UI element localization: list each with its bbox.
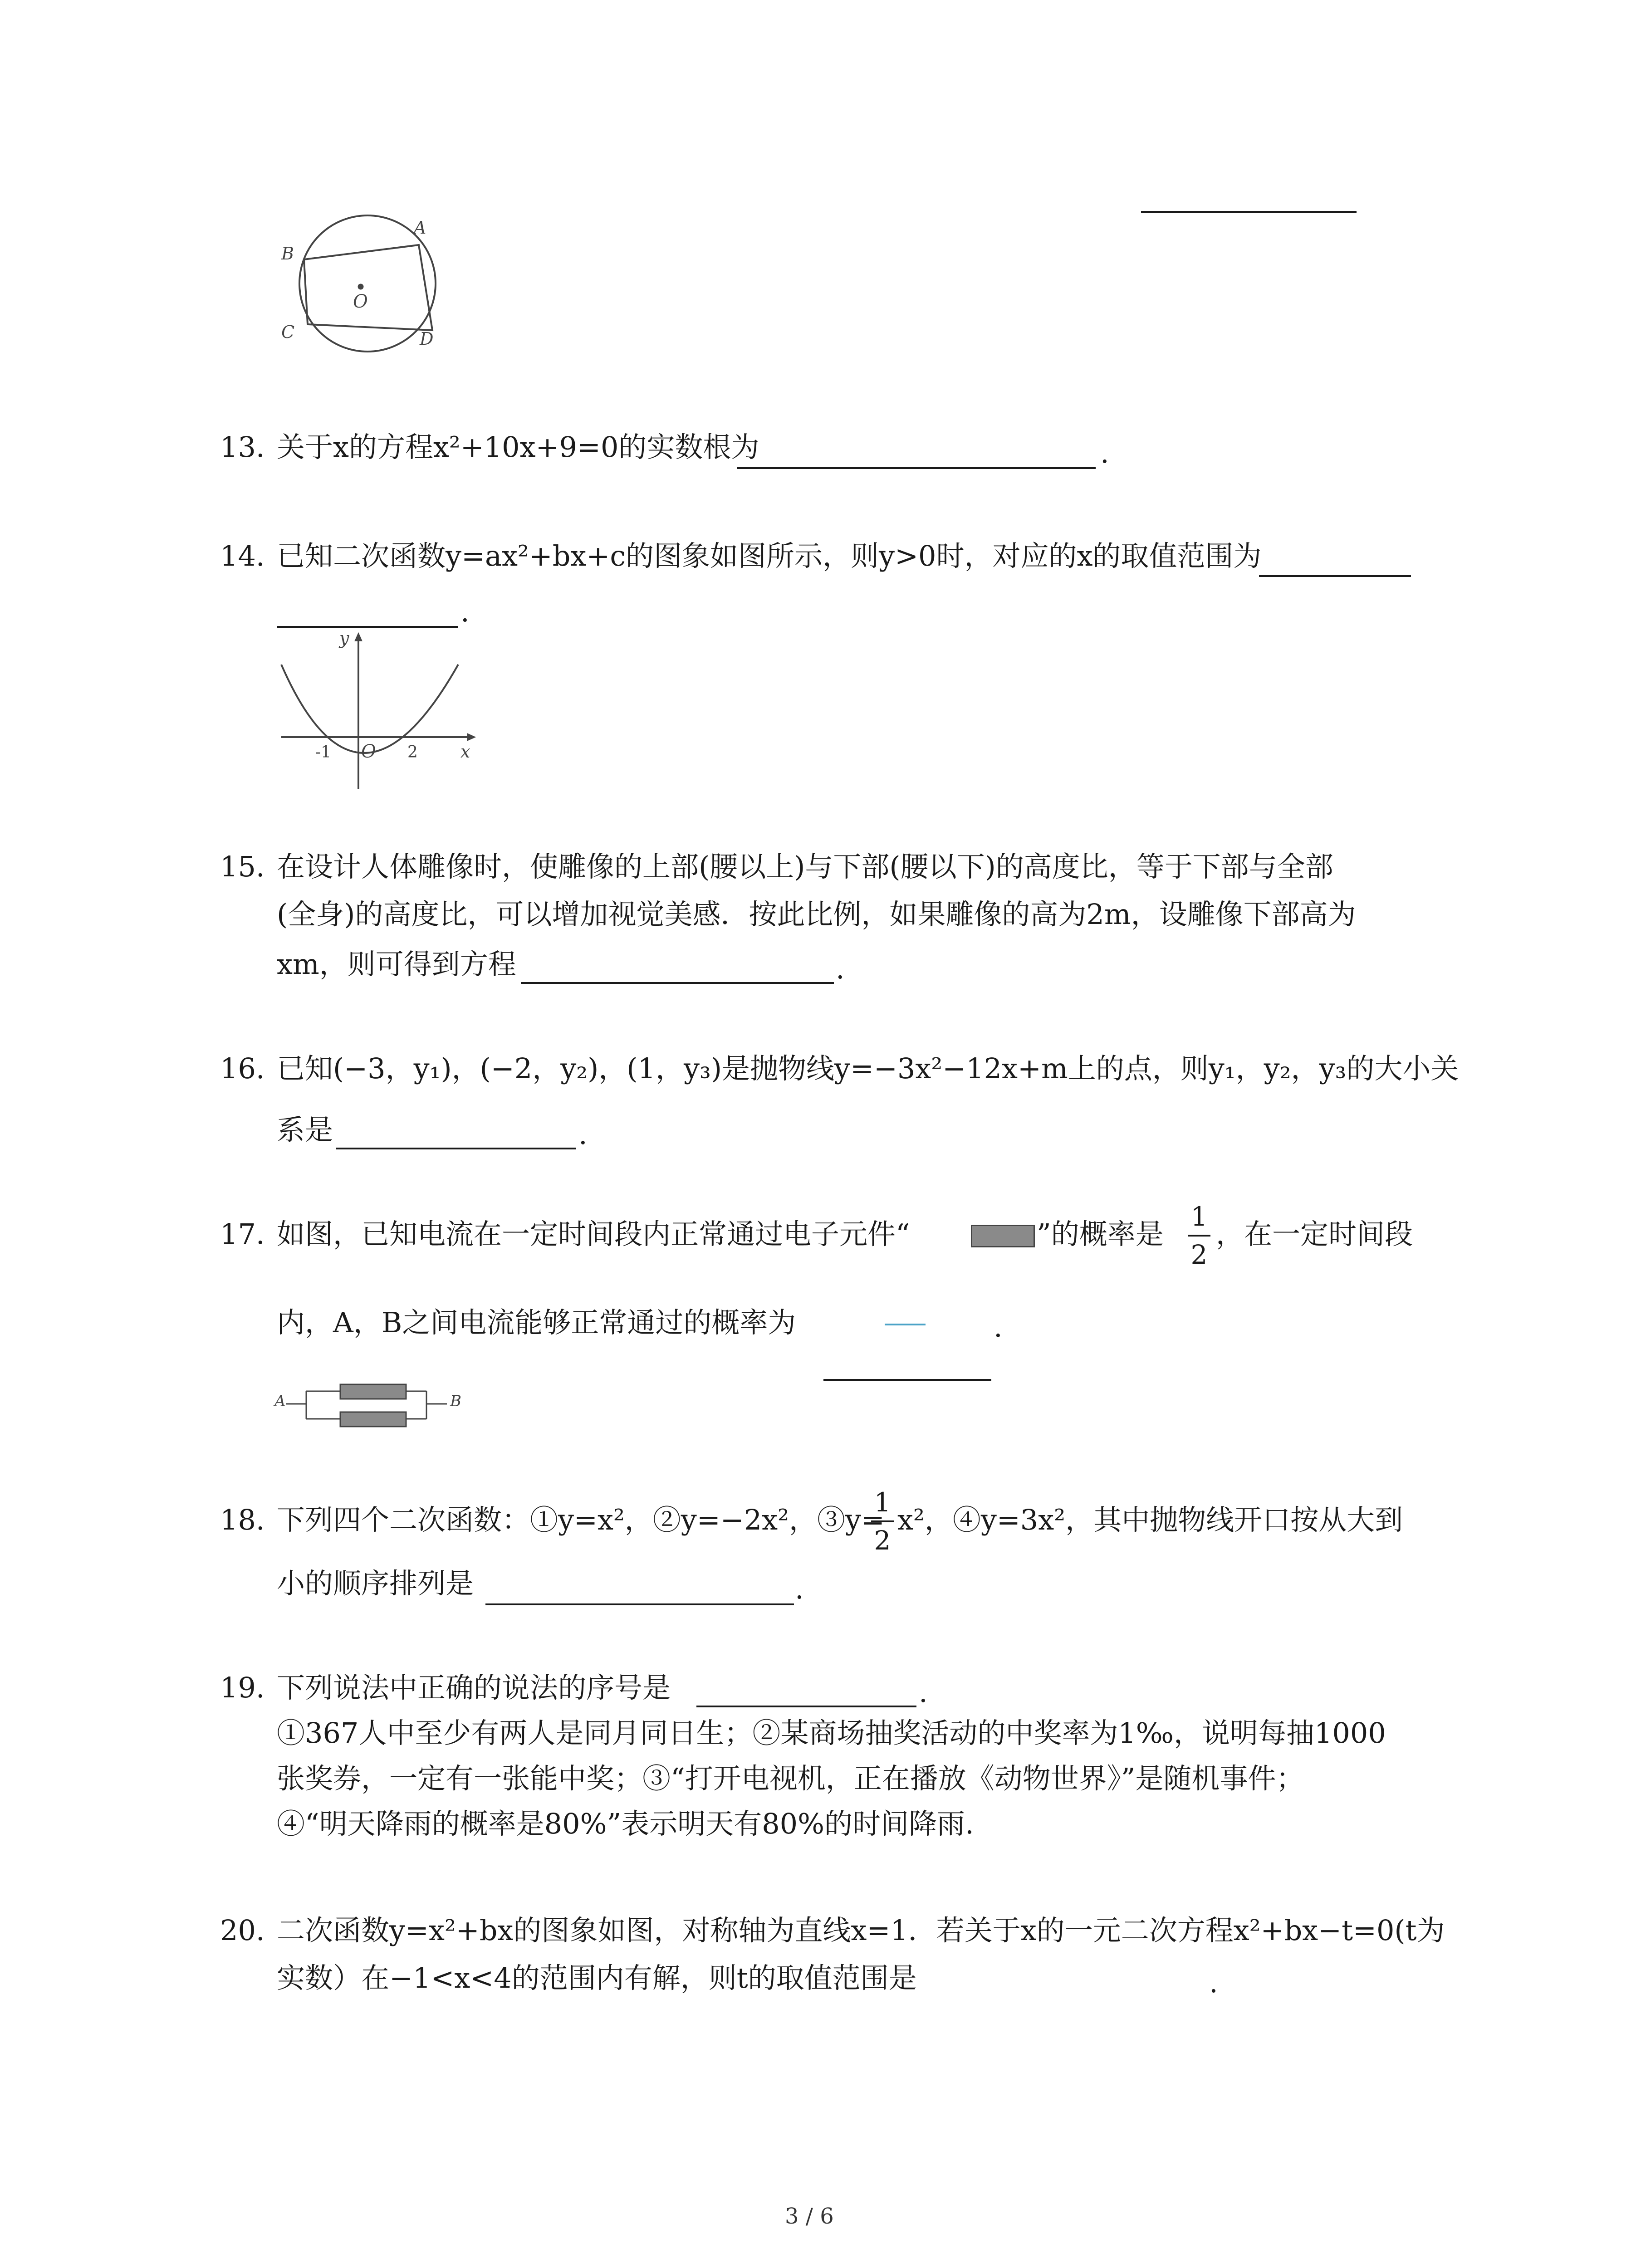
q12-answer-blank: [1141, 211, 1357, 213]
point-c-label: C: [281, 322, 295, 342]
q16-answer-blank: [336, 1148, 576, 1149]
q17-line1-b: ”的概率是: [1037, 1217, 1164, 1251]
q17-answer-blank: [823, 1379, 991, 1381]
point-d-label: D: [420, 329, 434, 349]
q18-fraction-numerator: 1: [874, 1487, 891, 1518]
q14-text: 已知二次函数y=ax²+bx+c的图象如图所示，则y>0时，对应的x的取值范围为: [277, 539, 1262, 572]
q19-line2: ①367人中至少有两人是同月同日生；②某商场抽奖活动的中奖率为1‰，说明每抽1000: [277, 1716, 1386, 1750]
q18-line2: 小的顺序排列是: [277, 1567, 474, 1600]
q17-answer-dash: [885, 1324, 926, 1325]
graph-y-axis-label: y: [339, 628, 349, 648]
q20-line1: 二次函数y=x²+bx的图象如图，对称轴为直线x=1．若关于x的一元二次方程x²+bx−t=0(t为: [277, 1914, 1445, 1947]
circuit-label-a: A: [274, 1392, 286, 1410]
q18-fraction: [871, 1487, 894, 1556]
parabola-graph: [272, 628, 481, 796]
graph-origin-label: O: [361, 741, 376, 762]
q16-line2: 系是: [277, 1113, 333, 1146]
q16-line1: 已知(−3，y₁)，(−2，y₂)，(1，y₃)是抛物线y=−3x²−12x+m上的点，则y₁，y₂，y₃的大小关: [277, 1052, 1459, 1085]
q15-period: .: [836, 952, 845, 985]
q19-line3: 张奖券，一定有一张能中奖；③“打开电视机，正在播放《动物世界》”是随机事件；: [277, 1762, 1304, 1795]
q19-period: .: [919, 1676, 928, 1709]
q19-answer-blank: [696, 1706, 916, 1707]
q17-fraction-denominator: 2: [1190, 1239, 1208, 1270]
page-number: 3 / 6: [785, 2204, 834, 2229]
graph-x-axis-label: x: [460, 742, 470, 762]
q18-fraction-denominator: 2: [874, 1525, 891, 1556]
q18-period: .: [795, 1572, 804, 1605]
q18-line1-a: 下列四个二次函数：①y=x²，②y=−2x²，③y=: [277, 1503, 885, 1536]
q13-period: .: [1100, 436, 1109, 469]
q15-line1: 在设计人体雕像时，使雕像的上部(腰以上)与下部(腰以下)的高度比，等于下部与全部: [277, 850, 1333, 883]
q14-period: .: [460, 595, 470, 628]
q20-period: .: [1209, 1966, 1218, 1999]
point-a-label: A: [414, 218, 426, 238]
q14-answer-blank-2: [277, 626, 458, 628]
graph-tick-2: 2: [407, 743, 418, 762]
q19-line1: 下列说法中正确的说法的序号是: [277, 1671, 671, 1704]
q17-number: 17.: [220, 1217, 265, 1251]
point-b-label: B: [281, 244, 294, 264]
q19-line4: ④“明天降雨的概率是80%”表示明天有80%的时间降雨.: [277, 1807, 974, 1840]
q17-period: .: [994, 1310, 1003, 1344]
q17-fraction: [1188, 1201, 1210, 1270]
q15-answer-blank: [521, 982, 834, 984]
q17-line2: 内，A，B之间电流能够正常通过的概率为: [277, 1306, 796, 1339]
q13-answer-blank: [737, 467, 1096, 469]
q16-period: .: [578, 1118, 588, 1151]
q15-number: 15.: [220, 850, 265, 883]
q19-number: 19.: [220, 1671, 265, 1704]
q15-line2: (全身)的高度比，可以增加视觉美感．按此比例，如果雕像的高为2m，设雕像下部高为: [277, 898, 1356, 931]
q13-number: 13.: [220, 430, 265, 464]
circuit-label-b: B: [450, 1392, 461, 1410]
q18-fraction-bar: [871, 1520, 894, 1522]
point-o-label: O: [353, 291, 368, 312]
q18-line1-b: x²，④y=3x²，其中抛物线开口按从大到: [897, 1503, 1403, 1536]
q14-answer-blank-1: [1259, 575, 1411, 577]
q14-number: 14.: [220, 539, 265, 572]
q16-number: 16.: [220, 1052, 265, 1085]
q15-line3: xm，则可得到方程: [277, 948, 516, 981]
q17-fraction-numerator: 1: [1190, 1201, 1208, 1232]
graph-tick-neg1: -1: [315, 743, 332, 762]
q18-answer-blank: [485, 1603, 794, 1605]
circle-quadrilateral-figure: [272, 209, 463, 358]
parallel-circuit-figure: [272, 1379, 481, 1442]
q13-text: 关于x的方程x²+10x+9=0的实数根为: [277, 430, 759, 464]
electronic-component-icon: [971, 1225, 1035, 1247]
q17-line1-a: 如图，已知电流在一定时间段内正常通过电子元件“: [277, 1217, 910, 1251]
q17-fraction-bar: [1188, 1235, 1210, 1237]
q20-number: 20.: [220, 1914, 265, 1947]
q17-line1-c: ，在一定时间段: [1216, 1217, 1413, 1251]
q20-line2: 实数）在−1<x<4的范围内有解，则t的取值范围是: [277, 1961, 917, 1994]
q18-number: 18.: [220, 1503, 265, 1536]
